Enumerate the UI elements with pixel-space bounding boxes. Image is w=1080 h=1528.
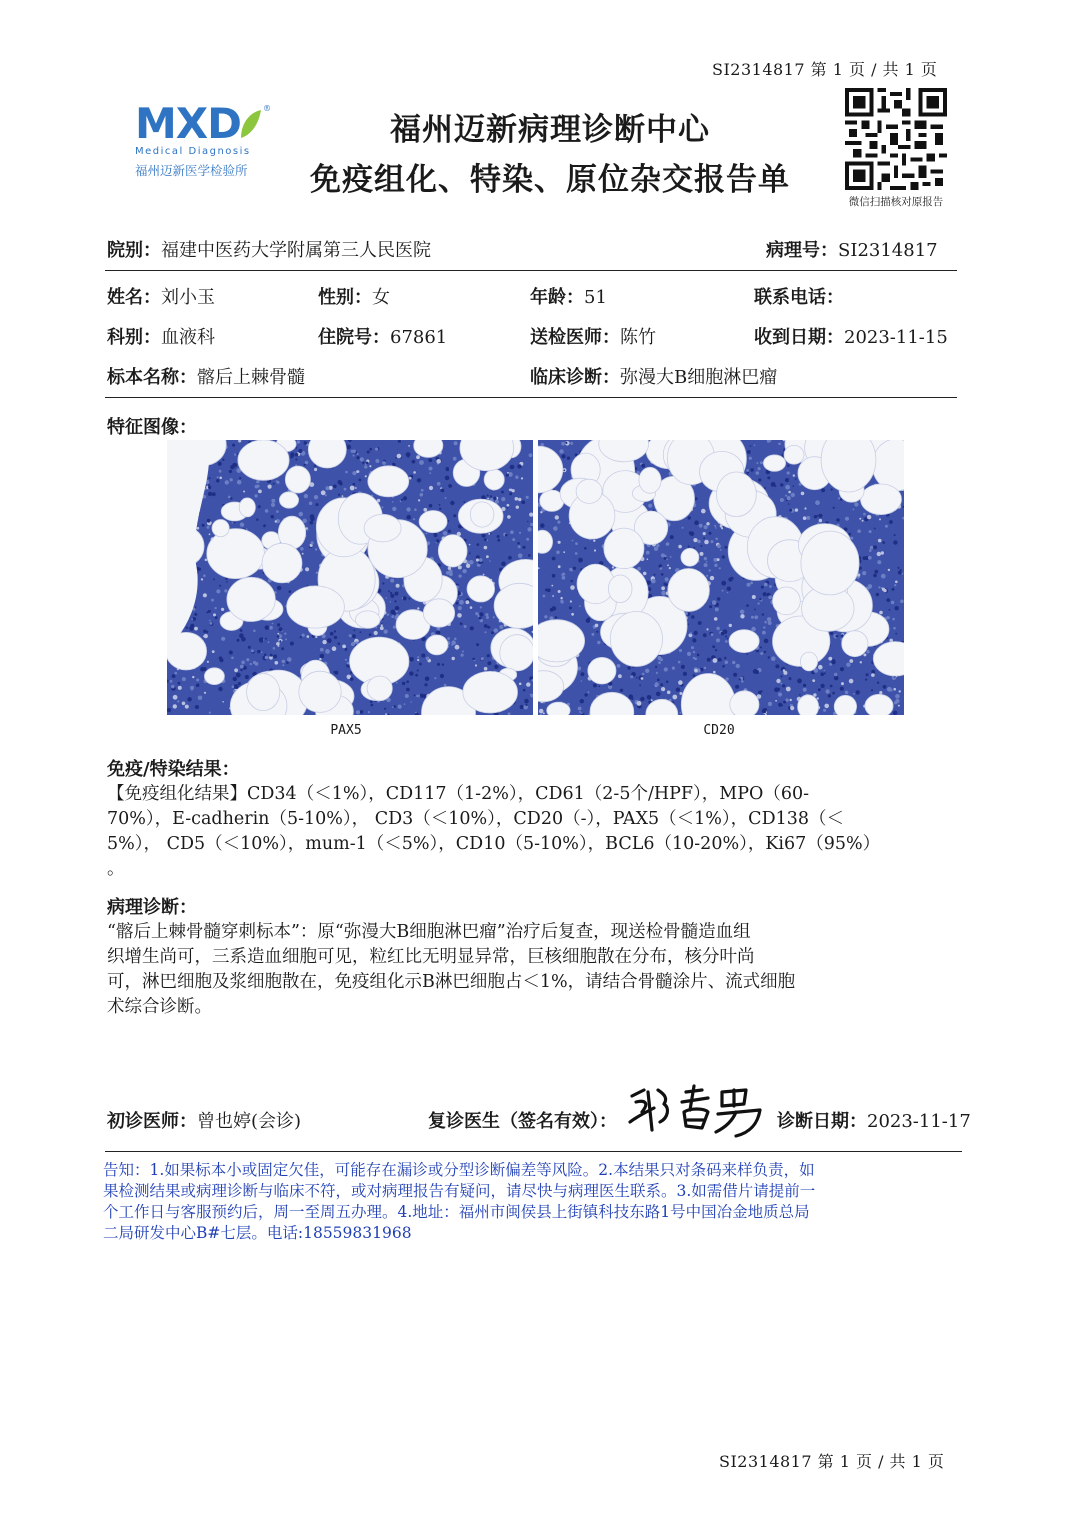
images-section-title: 特征图像： xyxy=(107,417,197,438)
results-line: 【免疫组化结果】CD34（＜1%），CD117（1-2%），CD61（2-5个/HPF），MPO（60- xyxy=(107,784,809,804)
age-value: 51 xyxy=(584,287,607,308)
page-number-top: SI2314817 第 1 页 / 共 1 页 xyxy=(712,60,938,79)
diagnosis-line: 织增生尚可，三系造血细胞可见，粒红比无明显异常，巨核细胞散在分布，核分叶尚 xyxy=(107,947,755,967)
name-value: 刘小玉 xyxy=(161,287,215,308)
results-line: 5%）， CD5（＜10%），mum-1（＜5%），CD10（5-10%），BCL6（10-20%），Ki67（95%） xyxy=(107,834,881,854)
sex-field xyxy=(318,283,390,309)
phone-label: 联系电话： xyxy=(754,287,844,308)
pax5-caption: PAX5 xyxy=(330,723,362,738)
diagnosis-text xyxy=(107,920,957,1020)
logo-mark: MXD xyxy=(135,99,242,148)
referring-doctor-field xyxy=(530,323,656,349)
diagnosis-section-title: 病理诊断： xyxy=(107,897,197,918)
cd20-stain-image xyxy=(538,440,904,715)
department-label: 科别： xyxy=(107,327,161,348)
notice-line: 果检测结果或病理诊断与临床不符，或对病理报告有疑问，请尽快与病理医生联系。3.如需借片请提前一 xyxy=(103,1182,816,1200)
clinical-diagnosis-field xyxy=(530,363,777,389)
inpatient-number-label: 住院号： xyxy=(318,327,390,348)
qr-code-icon xyxy=(845,88,947,190)
first-doctor-field xyxy=(107,1107,301,1133)
mxd-logo xyxy=(135,99,285,188)
notice-text xyxy=(103,1160,953,1244)
results-line: 。 xyxy=(107,859,125,879)
diagnosis-line: 术综合诊断。 xyxy=(107,997,212,1017)
pax5-stain-image xyxy=(167,440,533,715)
age-label: 年龄： xyxy=(530,287,584,308)
results-text xyxy=(107,782,957,882)
notice-line: 告知：1.如果标本小或固定欠佳，可能存在漏诊或分型诊断偏差等风险。2.本结果只对条码来样负责，如 xyxy=(103,1161,815,1179)
doctor-signature xyxy=(624,1082,772,1140)
first-doctor-value: 曾也婷(会诊) xyxy=(197,1111,302,1132)
results-line: 70%），E-cadherin（5-10%）， CD3（＜10%），CD20（-），PAX5（＜1%），CD138（＜ xyxy=(107,809,844,829)
hospital-label: 院别： xyxy=(107,240,161,261)
diagnosis-line: 可，淋巴细胞及浆细胞散在，免疫组化示B淋巴细胞占＜1%，请结合骨髓涂片、流式细胞 xyxy=(107,972,796,992)
first-doctor-label: 初诊医师： xyxy=(107,1111,197,1132)
age-field xyxy=(530,283,607,309)
department-field xyxy=(107,323,215,349)
referring-doctor-value: 陈竹 xyxy=(620,327,656,348)
diagnosis-date-field xyxy=(777,1107,971,1133)
clinical-diagnosis-value: 弥漫大B细胞淋巴瘤 xyxy=(620,367,778,388)
diagnosis-line: “髂后上棘骨髓穿刺标本”：原“弥漫大B细胞淋巴瘤”治疗后复查，现送检骨髓造血组 xyxy=(107,922,751,942)
diagnosis-date-label: 诊断日期： xyxy=(777,1111,867,1132)
name-label: 姓名： xyxy=(107,287,161,308)
hospital-field xyxy=(107,236,431,262)
pathology-number-label: 病理号： xyxy=(766,240,838,261)
phone-field xyxy=(754,283,844,309)
cd20-caption: CD20 xyxy=(703,723,735,738)
registered-mark: ® xyxy=(263,104,271,113)
department-value: 血液科 xyxy=(161,327,215,348)
referring-doctor-label: 送检医师： xyxy=(530,327,620,348)
divider xyxy=(105,1151,962,1152)
review-doctor-label: 复诊医生（签名有效）： xyxy=(428,1111,617,1132)
divider xyxy=(105,270,957,271)
review-doctor-field xyxy=(428,1107,617,1133)
sex-label: 性别： xyxy=(318,287,372,308)
qr-caption: 微信扫描核对原报告 xyxy=(848,196,944,208)
inpatient-number-value: 67861 xyxy=(390,327,448,348)
diagnosis-date-value: 2023-11-17 xyxy=(867,1111,971,1132)
sex-value: 女 xyxy=(372,287,390,308)
leaf-icon xyxy=(237,108,263,142)
inpatient-number-field xyxy=(318,323,447,349)
results-section-title: 免疫/特染结果： xyxy=(107,759,240,780)
page-number-bottom: SI2314817 第 1 页 / 共 1 页 xyxy=(719,1452,945,1471)
received-date-label: 收到日期： xyxy=(754,327,844,348)
specimen-field xyxy=(107,363,305,389)
logo-subtitle: Medical Diagnosis xyxy=(135,146,251,157)
hospital-value: 福建中医药大学附属第三人民医院 xyxy=(161,240,431,261)
name-field xyxy=(107,283,215,309)
pathology-number-value: SI2314817 xyxy=(838,240,938,261)
specimen-label: 标本名称： xyxy=(107,367,197,388)
report-title: 免疫组化、特染、原位杂交报告单 xyxy=(310,162,790,198)
received-date-field xyxy=(754,323,948,349)
notice-line: 二局研发中心B#七层。电话:18559831968 xyxy=(103,1224,412,1242)
divider xyxy=(105,397,957,398)
pathology-number-field xyxy=(766,236,938,262)
center-title: 福州迈新病理诊断中心 xyxy=(390,112,710,148)
logo-chinese-name: 福州迈新医学检验所 xyxy=(135,163,248,178)
notice-line: 个工作日与客服预约后，周一至周五办理。4.地址：福州市闽侯县上街镇科技东路1号中国冶金地质总局 xyxy=(103,1203,810,1221)
clinical-diagnosis-label: 临床诊断： xyxy=(530,367,620,388)
received-date-value: 2023-11-15 xyxy=(844,327,948,348)
specimen-value: 髂后上棘骨髓 xyxy=(197,367,305,388)
